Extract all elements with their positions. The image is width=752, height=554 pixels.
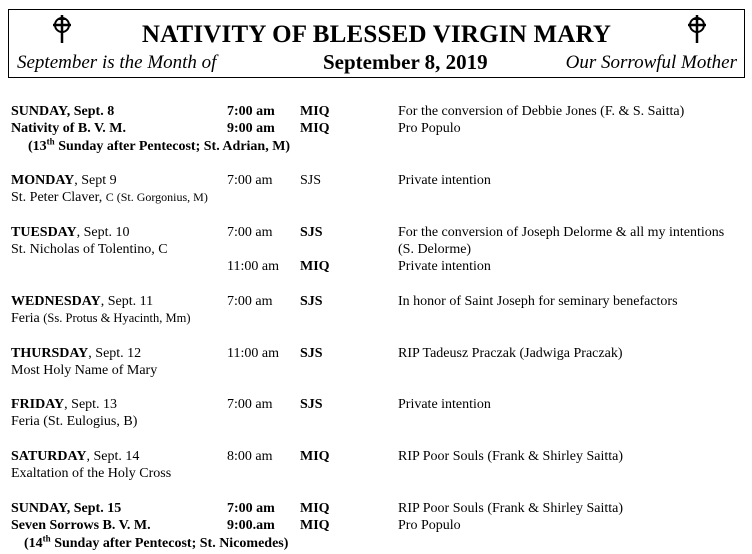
mass-time: 7:00 am — [227, 225, 273, 240]
mass-intention: Private intention — [398, 397, 491, 412]
mass-time: 7:00 am — [227, 501, 275, 516]
mass-time: 9:00 am — [227, 121, 275, 136]
feast-label: Nativity of B. V. M. — [11, 121, 126, 136]
day-label: FRIDAY, Sept. 13 — [11, 397, 118, 412]
mass-time: 7:00 am — [227, 173, 273, 188]
celebrant: SJS — [300, 173, 322, 188]
month-dedication: Our Sorrowful Mother — [565, 52, 737, 73]
bulletin-header — [8, 9, 745, 78]
feast-label: Feria (St. Eulogius, B) — [11, 414, 138, 429]
mass-intention: Private intention — [398, 173, 491, 188]
mass-intention: RIP Poor Souls (Frank & Shirley Saitta) — [398, 449, 624, 464]
feast-label: Feria (Ss. Protus & Hyacinth, Mm) — [11, 311, 191, 326]
celebrant: MIQ — [300, 259, 330, 274]
mass-time: 7:00 am — [227, 104, 275, 119]
mass-time: 11:00 am — [227, 259, 279, 274]
celebrant: MIQ — [300, 518, 330, 533]
day-label: SUNDAY, Sept. 8 — [11, 104, 115, 119]
mass-intention: For the conversion of Debbie Jones (F. & S. Saitta) — [398, 104, 685, 119]
day-label: TUESDAY, Sept. 10 — [11, 225, 130, 240]
day-label: MONDAY, Sept 9 — [11, 173, 117, 188]
day-label: SUNDAY, Sept. 15 — [11, 501, 122, 516]
feast-label: Exaltation of the Holy Cross — [11, 466, 172, 481]
liturgical-note: (13th Sunday after Pentecost; St. Adrian, M) — [28, 136, 291, 154]
mass-intention-requester: (S. Delorme) — [398, 242, 472, 257]
mass-intention: Private intention — [398, 259, 491, 274]
mass-intention: Pro Populo — [398, 121, 461, 136]
celebrant: SJS — [300, 346, 323, 361]
mass-time: 11:00 am — [227, 346, 279, 361]
celebrant: MIQ — [300, 501, 330, 516]
mass-time: 7:00 am — [227, 397, 273, 412]
day-label: THURSDAY, Sept. 12 — [11, 346, 142, 361]
celebrant: MIQ — [300, 449, 330, 464]
feast-label: St. Peter Claver, C (St. Gorgonius, M) — [11, 190, 208, 205]
liturgical-note: (14th Sunday after Pentecost; St. Nicomedes) — [24, 533, 289, 551]
page-title: NATIVITY OF BLESSED VIRGIN MARY — [141, 21, 612, 48]
day-label: SATURDAY, Sept. 14 — [11, 449, 140, 464]
mass-intention: For the conversion of Joseph Delorme & all my intentions — [398, 225, 725, 240]
feast-label: St. Nicholas of Tolentino, C — [11, 242, 168, 257]
day-label: WEDNESDAY, Sept. 11 — [11, 294, 154, 309]
celebrant: SJS — [300, 225, 323, 240]
mass-time: 8:00 am — [227, 449, 273, 464]
mass-time: 7:00 am — [227, 294, 273, 309]
mass-time: 9:00.am — [227, 518, 275, 533]
mass-intention: RIP Tadeusz Praczak (Jadwiga Praczak) — [398, 346, 623, 361]
mass-intention: Pro Populo — [398, 518, 461, 533]
celebrant: SJS — [300, 294, 323, 309]
celebrant: SJS — [300, 397, 323, 412]
mass-intention: RIP Poor Souls (Frank & Shirley Saitta) — [398, 501, 624, 516]
bulletin-date: September 8, 2019 — [323, 50, 488, 74]
celebrant: MIQ — [300, 121, 330, 136]
feast-label: Most Holy Name of Mary — [11, 363, 158, 378]
mass-intention: In honor of Saint Joseph for seminary benefactors — [398, 294, 678, 309]
feast-label: Seven Sorrows B. V. M. — [11, 518, 151, 533]
celebrant: MIQ — [300, 104, 330, 119]
month-dedication-label: September is the Month of — [17, 52, 217, 73]
